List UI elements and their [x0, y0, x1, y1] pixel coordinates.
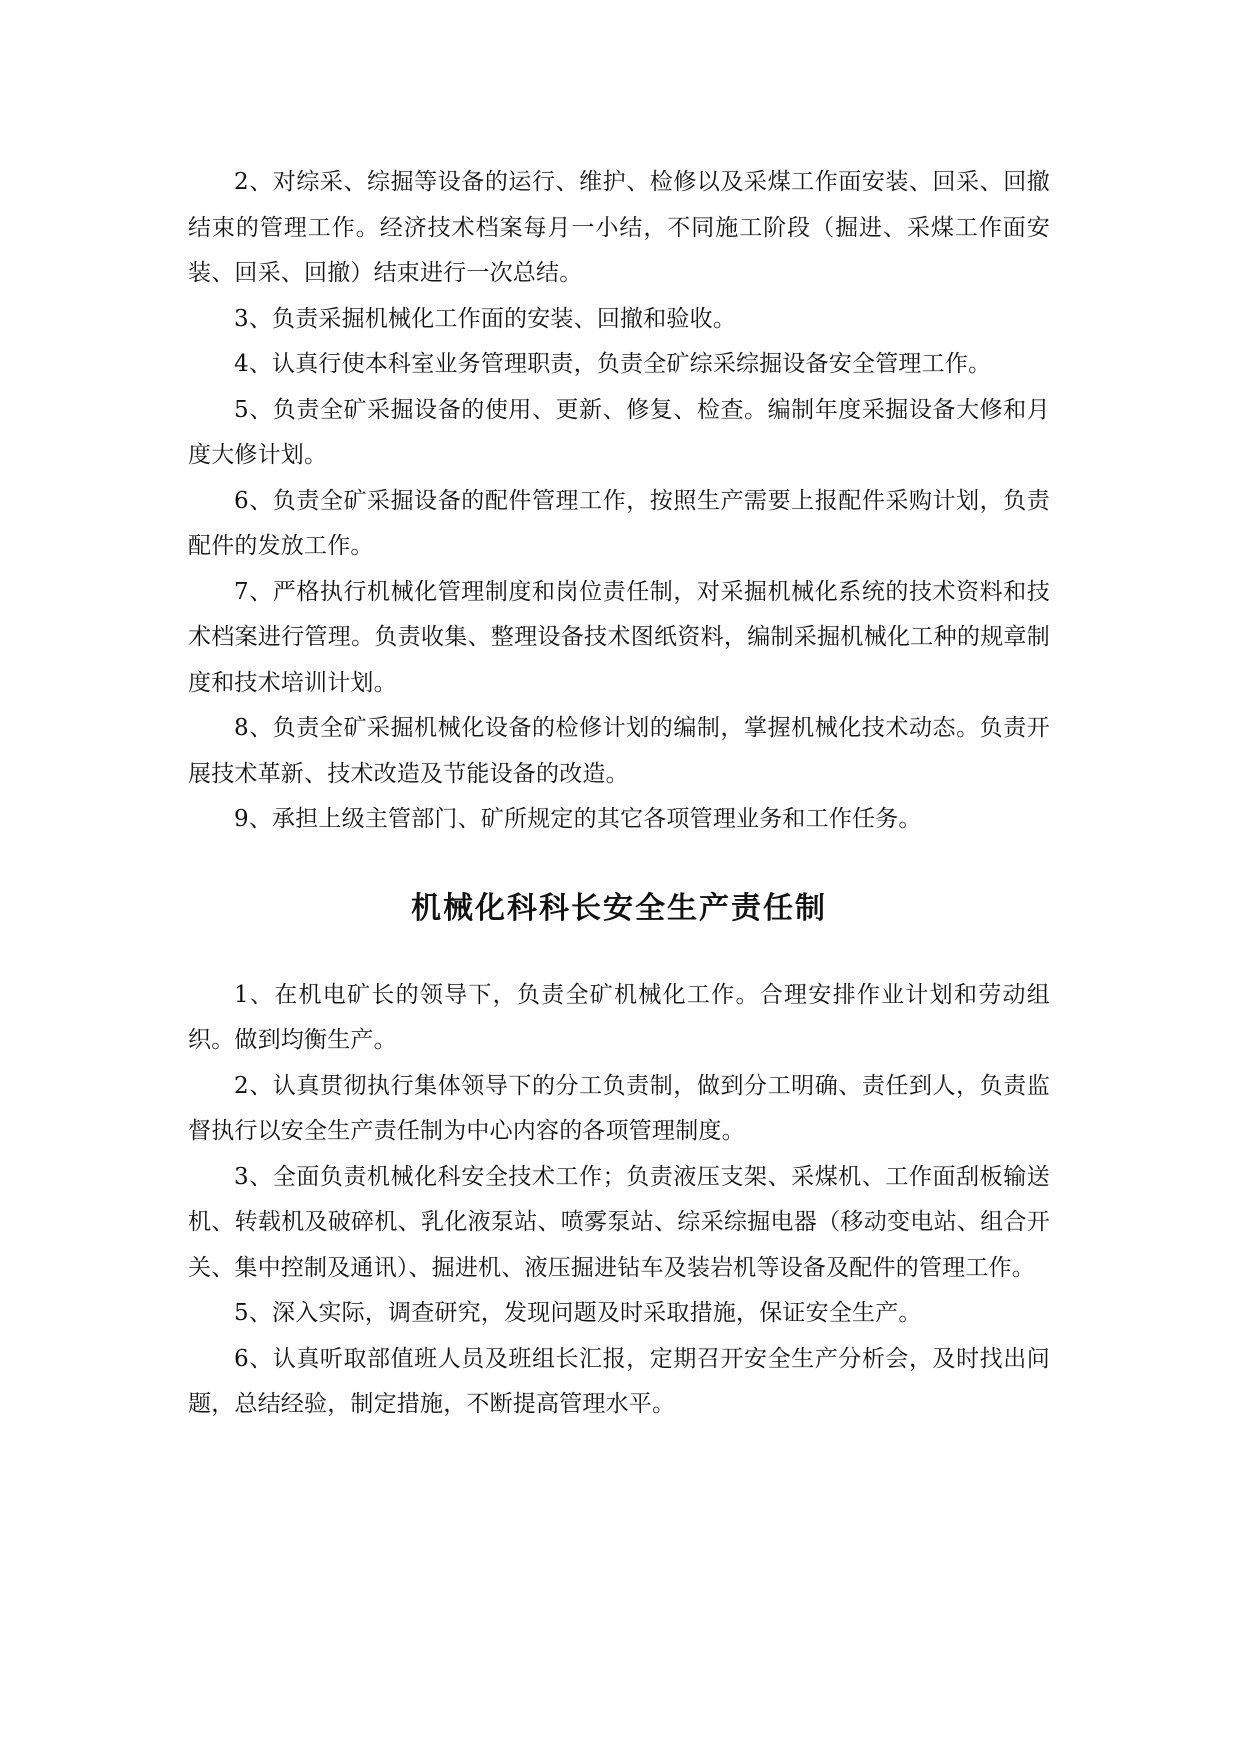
responsibility-item-3: 3、全面负责机械化科安全技术工作；负责液压支架、采煤机、工作面刮板输送机、转载机及破碎机、乳化液泵站、喷雾泵站、综采综掘电器（移动变电站、组合开关、集中控制及通讯）、掘进机、液压掘进钻车及装岩机等设备及配件的管理工作。 — [188, 1163, 1050, 1281]
responsibility-item-6: 6、认真听取部值班人员及班组长汇报，定期召开安全生产分析会，及时找出问题，总结经验，制定措施，不断提高管理水平。 — [188, 1345, 1050, 1417]
section-chief-responsibilities — [188, 973, 1050, 1428]
responsibility-item-1: 1、在机电矿长的领导下，负责全矿机械化工作。合理安排作业计划和劳动组织。做到均衡生产。 — [188, 981, 1050, 1053]
duty-item-3: 3、负责采掘机械化工作面的安装、回撤和验收。 — [234, 305, 737, 332]
duty-item-4: 4、认真行使本科室业务管理职责，负责全矿综采综掘设备安全管理工作。 — [234, 351, 992, 377]
duty-item-7: 7、严格执行机械化管理制度和岗位责任制，对采掘机械化系统的技术资料和技术档案进行管理。负责收集、整理设备技术图纸资料，编制采掘机械化工种的规章制度和技术培训计划。 — [188, 578, 1050, 696]
document-page — [188, 160, 1050, 1428]
responsibility-item-5: 5、深入实际，调查研究，发现问题及时采取措施，保证安全生产。 — [234, 1300, 922, 1326]
duty-item-2: 2、对综采、综掘等设备的运行、维护、检修以及采煤工作面安装、回采、回撤结束的管理工作。经济技术档案每月一小结，不同施工阶段（掘进、采煤工作面安装、回采、回撤）结束进行一次总结。 — [188, 169, 1050, 286]
duty-item-6: 6、负责全矿采掘设备的配件管理工作，按照生产需要上报配件采购计划，负责配件的发放工作。 — [188, 487, 1050, 559]
responsibility-item-2: 2、认真贯彻执行集体领导下的分工负责制，做到分工明确、责任到人，负责监督执行以安全生产责任制为中心内容的各项管理制度。 — [188, 1072, 1050, 1144]
section-title: 机械化科科长安全生产责任制 — [411, 890, 827, 926]
duty-item-9: 9、承担上级主管部门、矿所规定的其它各项管理业务和工作任务。 — [234, 806, 922, 832]
section-duties — [188, 160, 1050, 843]
duty-item-8: 8、负责全矿采掘机械化设备的检修计划的编制，掌握机械化技术动态。负责开展技术革新、技术改造及节能设备的改造。 — [188, 715, 1050, 787]
duty-item-5: 5、负责全矿采掘设备的使用、更新、修复、检查。编制年度采掘设备大修和月度大修计划。 — [188, 396, 1050, 468]
